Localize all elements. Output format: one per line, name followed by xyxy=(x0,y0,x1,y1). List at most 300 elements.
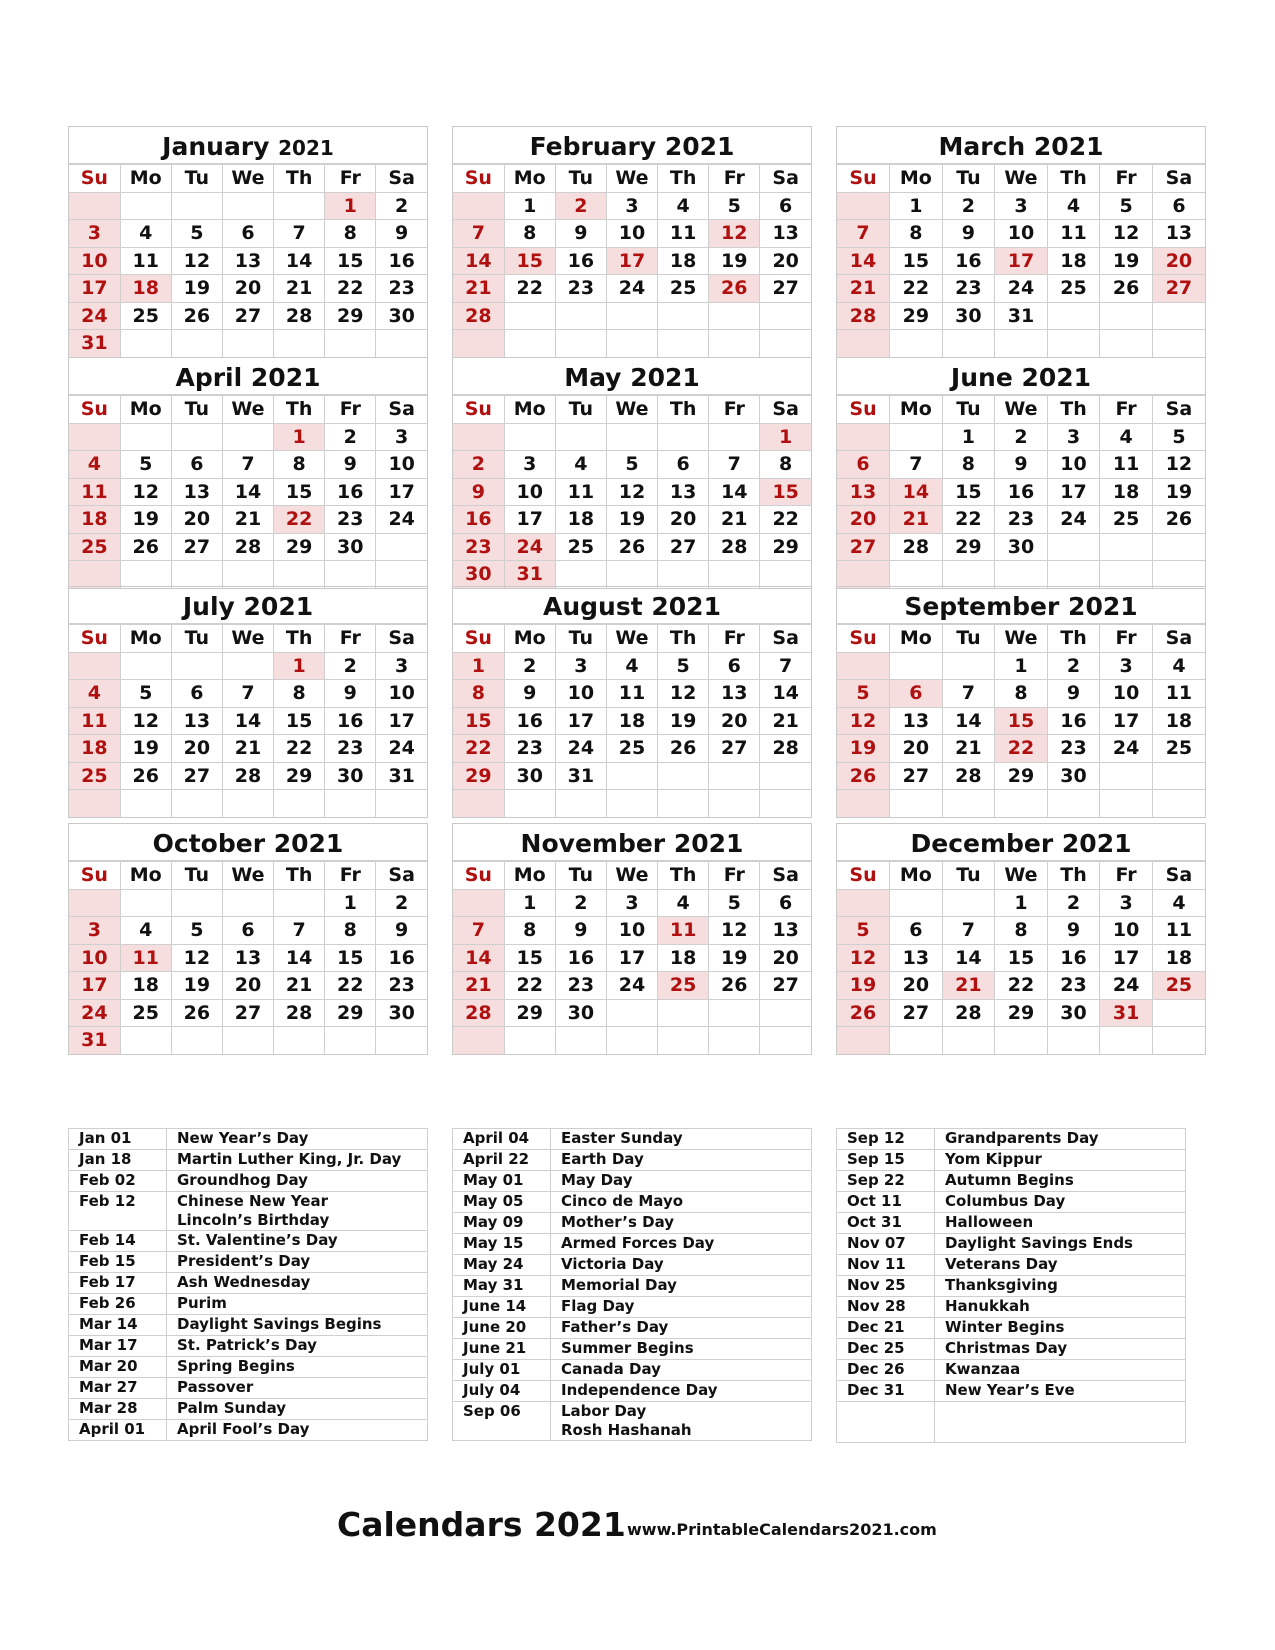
day-cell: 4 xyxy=(555,451,606,479)
month-december xyxy=(836,823,1206,1055)
weekday-header: Th xyxy=(1047,862,1100,890)
empty-day-cell xyxy=(606,561,657,588)
day-cell: 5 xyxy=(1152,423,1205,451)
day-cell: 23 xyxy=(555,275,606,303)
day-cell: 24 xyxy=(1100,972,1153,1000)
empty-day-cell xyxy=(709,330,760,357)
day-cell: 15 xyxy=(760,478,811,506)
holiday-row xyxy=(69,1231,428,1252)
day-cell: 27 xyxy=(760,275,811,303)
day-cell: 6 xyxy=(760,192,811,220)
holiday-name: St. Valentine’s Day xyxy=(167,1231,428,1252)
holiday-row xyxy=(69,1420,428,1441)
day-cell: 26 xyxy=(709,275,760,303)
day-cell: 24 xyxy=(69,999,120,1027)
empty-day-cell xyxy=(325,790,376,817)
day-cell: 1 xyxy=(325,889,376,917)
day-cell: 31 xyxy=(555,762,606,790)
empty-day-cell xyxy=(890,652,943,680)
day-cell: 16 xyxy=(942,247,995,275)
empty-day-cell xyxy=(760,330,811,357)
day-cell: 8 xyxy=(890,220,943,248)
day-cell: 10 xyxy=(69,944,120,972)
day-cell: 28 xyxy=(942,762,995,790)
day-cell: 13 xyxy=(171,707,222,735)
holiday-row xyxy=(453,1297,812,1318)
day-cell: 1 xyxy=(890,192,943,220)
month-year: 2021 xyxy=(273,829,344,858)
day-cell: 17 xyxy=(606,247,657,275)
empty-day-cell xyxy=(837,652,890,680)
holiday-date: June 20 xyxy=(453,1318,551,1339)
weekday-header: Sa xyxy=(376,625,427,653)
day-cell: 9 xyxy=(453,478,504,506)
empty-day-cell xyxy=(376,533,427,561)
day-cell: 19 xyxy=(1100,247,1153,275)
day-cell: 19 xyxy=(837,735,890,763)
weekday-header: We xyxy=(222,396,273,424)
month-year: 2021 xyxy=(664,132,735,161)
holiday-name: Autumn Begins xyxy=(935,1171,1186,1192)
day-cell: 24 xyxy=(995,275,1048,303)
day-cell: 4 xyxy=(1047,192,1100,220)
weekday-header: Tu xyxy=(942,165,995,193)
day-cell: 18 xyxy=(1047,247,1100,275)
empty-day-cell xyxy=(222,561,273,588)
empty-day-cell xyxy=(760,790,811,817)
day-cell: 8 xyxy=(274,680,325,708)
holiday-list-1 xyxy=(68,1128,428,1441)
weekday-header: Sa xyxy=(1152,165,1205,193)
weekday-header: Sa xyxy=(760,625,811,653)
day-cell: 25 xyxy=(120,999,171,1027)
day-cell: 31 xyxy=(504,561,555,588)
holiday-row xyxy=(837,1297,1186,1318)
day-cell: 27 xyxy=(760,972,811,1000)
day-cell: 31 xyxy=(1100,999,1153,1027)
day-cell: 28 xyxy=(274,302,325,330)
holiday-date: July 01 xyxy=(453,1360,551,1381)
month-name: April xyxy=(175,363,251,392)
day-cell: 3 xyxy=(69,220,120,248)
holiday-row xyxy=(837,1276,1186,1297)
holiday-row xyxy=(69,1273,428,1294)
day-cell: 19 xyxy=(606,506,657,534)
holiday-date: May 24 xyxy=(453,1255,551,1276)
day-cell: 27 xyxy=(171,533,222,561)
day-cell: 15 xyxy=(504,247,555,275)
weekday-header: Tu xyxy=(555,165,606,193)
day-cell: 16 xyxy=(453,506,504,534)
day-cell: 1 xyxy=(760,423,811,451)
day-cell: 26 xyxy=(606,533,657,561)
day-cell: 2 xyxy=(325,652,376,680)
weekday-header: Th xyxy=(1047,625,1100,653)
empty-day-cell xyxy=(222,790,273,817)
empty-day-cell xyxy=(555,561,606,588)
holiday-name: April Fool’s Day xyxy=(167,1420,428,1441)
weekday-header: Tu xyxy=(171,625,222,653)
month-name: October xyxy=(152,829,274,858)
day-cell: 7 xyxy=(222,451,273,479)
day-cell: 25 xyxy=(69,762,120,790)
day-cell: 9 xyxy=(1047,917,1100,945)
empty-day-cell xyxy=(69,423,120,451)
month-title xyxy=(453,587,811,624)
weekday-header: Tu xyxy=(942,396,995,424)
day-cell: 20 xyxy=(222,972,273,1000)
day-cell: 17 xyxy=(1100,944,1153,972)
empty-day-cell xyxy=(1152,762,1205,790)
day-cell: 25 xyxy=(606,735,657,763)
holiday-row xyxy=(837,1234,1186,1255)
day-cell: 15 xyxy=(504,944,555,972)
empty-day-cell xyxy=(453,330,504,357)
holiday-name: Halloween xyxy=(935,1213,1186,1234)
empty-day-cell xyxy=(171,330,222,357)
empty-day-cell xyxy=(274,1027,325,1054)
day-cell: 14 xyxy=(890,478,943,506)
day-cell: 3 xyxy=(1047,423,1100,451)
weekday-header: Sa xyxy=(760,165,811,193)
month-june xyxy=(836,357,1206,589)
day-cell: 23 xyxy=(376,275,427,303)
day-cell: 16 xyxy=(555,944,606,972)
holiday-row xyxy=(837,1360,1186,1381)
holiday-name: Easter Sunday xyxy=(551,1129,812,1150)
holiday-name: Martin Luther King, Jr. Day xyxy=(167,1150,428,1171)
empty-day-cell xyxy=(658,423,709,451)
empty-day-cell xyxy=(709,790,760,817)
day-cell: 7 xyxy=(274,220,325,248)
holiday-date: Oct 11 xyxy=(837,1192,935,1213)
day-cell: 26 xyxy=(1100,275,1153,303)
day-cell: 3 xyxy=(606,192,657,220)
weekday-header: Mo xyxy=(120,625,171,653)
empty-day-cell xyxy=(709,423,760,451)
day-cell: 10 xyxy=(376,451,427,479)
day-cell: 11 xyxy=(1100,451,1153,479)
day-cell: 20 xyxy=(890,972,943,1000)
month-september xyxy=(836,586,1206,818)
day-cell: 8 xyxy=(274,451,325,479)
day-cell: 12 xyxy=(120,478,171,506)
weekday-header: We xyxy=(222,862,273,890)
day-cell: 18 xyxy=(1152,707,1205,735)
weekday-header: Fr xyxy=(325,165,376,193)
empty-day-cell xyxy=(171,652,222,680)
day-cell: 4 xyxy=(120,917,171,945)
day-cell: 13 xyxy=(658,478,709,506)
holiday-date: Sep 22 xyxy=(837,1171,935,1192)
day-cell: 28 xyxy=(760,735,811,763)
day-cell: 26 xyxy=(120,533,171,561)
day-cell: 29 xyxy=(995,762,1048,790)
month-name: August xyxy=(543,592,652,621)
empty-day-cell xyxy=(837,889,890,917)
day-cell: 11 xyxy=(1152,680,1205,708)
day-cell: 12 xyxy=(1100,220,1153,248)
weekday-header: Fr xyxy=(325,862,376,890)
day-cell: 17 xyxy=(504,506,555,534)
day-cell: 12 xyxy=(837,944,890,972)
holiday-date: Nov 25 xyxy=(837,1276,935,1297)
holiday-date: April 01 xyxy=(69,1420,167,1441)
weekday-header: We xyxy=(222,625,273,653)
day-cell: 11 xyxy=(658,917,709,945)
weekday-header: Th xyxy=(274,396,325,424)
empty-day-cell xyxy=(222,1027,273,1054)
empty-day-cell xyxy=(171,790,222,817)
day-cell: 7 xyxy=(837,220,890,248)
day-cell: 4 xyxy=(69,451,120,479)
empty-day-cell xyxy=(120,192,171,220)
day-cell: 17 xyxy=(606,944,657,972)
weekday-header: Su xyxy=(837,862,890,890)
day-cell: 18 xyxy=(658,944,709,972)
day-cell: 13 xyxy=(222,247,273,275)
weekday-header: We xyxy=(995,625,1048,653)
day-cell: 6 xyxy=(171,451,222,479)
empty-day-cell xyxy=(274,330,325,357)
weekday-header: Mo xyxy=(504,396,555,424)
holiday-row xyxy=(837,1192,1186,1213)
day-cell: 9 xyxy=(995,451,1048,479)
empty-day-cell xyxy=(453,1027,504,1054)
day-cell: 20 xyxy=(890,735,943,763)
empty-day-cell xyxy=(453,192,504,220)
day-cell: 27 xyxy=(1152,275,1205,303)
empty-day-cell xyxy=(453,423,504,451)
holiday-list-2 xyxy=(452,1128,812,1441)
day-cell: 2 xyxy=(1047,652,1100,680)
weekday-header: Fr xyxy=(709,625,760,653)
holiday-date: Nov 28 xyxy=(837,1297,935,1318)
weekday-header: Fr xyxy=(709,396,760,424)
day-cell: 19 xyxy=(120,735,171,763)
empty-day-cell xyxy=(222,423,273,451)
day-cell: 10 xyxy=(69,247,120,275)
holiday-row xyxy=(837,1381,1186,1402)
holiday-name: Veterans Day xyxy=(935,1255,1186,1276)
day-cell: 13 xyxy=(222,944,273,972)
day-cell: 29 xyxy=(504,999,555,1027)
day-cell: 11 xyxy=(120,944,171,972)
day-cell: 4 xyxy=(1100,423,1153,451)
empty-day-cell xyxy=(1047,533,1100,561)
day-cell: 20 xyxy=(837,506,890,534)
weekday-header: Sa xyxy=(1152,396,1205,424)
day-cell: 20 xyxy=(709,707,760,735)
day-cell: 1 xyxy=(942,423,995,451)
day-cell: 12 xyxy=(709,917,760,945)
holiday-row xyxy=(837,1213,1186,1234)
day-cell: 23 xyxy=(453,533,504,561)
holiday-row xyxy=(453,1129,812,1150)
day-cell: 11 xyxy=(120,247,171,275)
month-title xyxy=(69,587,427,624)
day-cell: 24 xyxy=(606,972,657,1000)
empty-day-cell xyxy=(1047,561,1100,588)
day-cell: 25 xyxy=(1100,506,1153,534)
empty-day-cell xyxy=(942,561,995,588)
day-cell: 15 xyxy=(274,478,325,506)
holiday-date: Mar 14 xyxy=(69,1315,167,1336)
day-cell: 23 xyxy=(995,506,1048,534)
empty-day-cell xyxy=(274,192,325,220)
day-cell: 27 xyxy=(222,999,273,1027)
holiday-name: Daylight Savings Ends xyxy=(935,1234,1186,1255)
day-cell: 14 xyxy=(274,247,325,275)
day-cell: 10 xyxy=(606,220,657,248)
month-february xyxy=(452,126,812,358)
day-cell: 3 xyxy=(995,192,1048,220)
holiday-date: Dec 25 xyxy=(837,1339,935,1360)
day-cell: 12 xyxy=(709,220,760,248)
weekday-header: Mo xyxy=(504,862,555,890)
day-cell: 12 xyxy=(1152,451,1205,479)
empty-day-cell xyxy=(890,330,943,357)
weekday-header: Th xyxy=(274,165,325,193)
holiday-name: Labor Day Rosh Hashanah xyxy=(551,1402,812,1441)
day-cell: 8 xyxy=(504,220,555,248)
holiday-name: President’s Day xyxy=(167,1252,428,1273)
holiday-date: Dec 31 xyxy=(837,1381,935,1402)
holiday-list-3 xyxy=(836,1128,1186,1443)
day-cell: 20 xyxy=(1152,247,1205,275)
day-cell: 28 xyxy=(453,302,504,330)
day-cell: 6 xyxy=(760,889,811,917)
day-cell: 26 xyxy=(709,972,760,1000)
holiday-name: Thanksgiving xyxy=(935,1276,1186,1297)
weekday-header: Th xyxy=(274,625,325,653)
day-cell: 18 xyxy=(69,735,120,763)
day-cell: 12 xyxy=(120,707,171,735)
day-cell: 21 xyxy=(453,972,504,1000)
day-cell: 26 xyxy=(837,762,890,790)
month-name: May xyxy=(564,363,631,392)
day-cell: 6 xyxy=(222,917,273,945)
day-cell: 14 xyxy=(709,478,760,506)
day-cell: 26 xyxy=(171,302,222,330)
day-cell: 28 xyxy=(837,302,890,330)
day-cell: 5 xyxy=(709,192,760,220)
day-cell: 13 xyxy=(760,220,811,248)
day-cell: 21 xyxy=(942,972,995,1000)
day-cell: 18 xyxy=(555,506,606,534)
day-cell: 23 xyxy=(325,735,376,763)
day-cell: 3 xyxy=(504,451,555,479)
holiday-row xyxy=(69,1378,428,1399)
day-cell: 20 xyxy=(222,275,273,303)
holiday-date: April 22 xyxy=(453,1150,551,1171)
day-cell: 2 xyxy=(555,192,606,220)
weekday-header: Th xyxy=(274,862,325,890)
day-cell: 18 xyxy=(606,707,657,735)
day-cell: 4 xyxy=(606,652,657,680)
day-cell: 31 xyxy=(69,330,120,357)
day-cell: 10 xyxy=(376,680,427,708)
day-cell: 13 xyxy=(837,478,890,506)
day-cell: 13 xyxy=(890,707,943,735)
day-cell: 31 xyxy=(376,762,427,790)
holiday-date: May 01 xyxy=(453,1171,551,1192)
day-cell: 22 xyxy=(325,972,376,1000)
weekday-header: Th xyxy=(658,625,709,653)
day-cell: 7 xyxy=(274,917,325,945)
day-cell: 24 xyxy=(504,533,555,561)
weekday-header: Su xyxy=(69,396,120,424)
day-cell: 29 xyxy=(760,533,811,561)
empty-day-cell xyxy=(69,790,120,817)
holiday-date: Mar 28 xyxy=(69,1399,167,1420)
day-cell: 28 xyxy=(222,762,273,790)
empty-day-cell xyxy=(606,999,657,1027)
holiday-row xyxy=(69,1171,428,1192)
weekday-header: Sa xyxy=(376,165,427,193)
empty-day-cell xyxy=(222,889,273,917)
holiday-name: New Year’s Day xyxy=(167,1129,428,1150)
empty-day-cell xyxy=(942,1027,995,1054)
empty-day-cell xyxy=(222,652,273,680)
day-cell: 10 xyxy=(1047,451,1100,479)
empty-day-cell xyxy=(171,192,222,220)
empty-day-cell xyxy=(890,1027,943,1054)
day-cell: 5 xyxy=(837,917,890,945)
weekday-header: Su xyxy=(837,165,890,193)
month-november xyxy=(452,823,812,1055)
day-cell: 28 xyxy=(942,999,995,1027)
weekday-header: We xyxy=(995,165,1048,193)
day-cell: 18 xyxy=(69,506,120,534)
day-cell: 25 xyxy=(658,275,709,303)
day-cell: 25 xyxy=(1152,972,1205,1000)
day-cell: 22 xyxy=(504,275,555,303)
empty-day-cell xyxy=(1152,1027,1205,1054)
day-cell: 5 xyxy=(171,917,222,945)
month-year: 2021 xyxy=(1061,829,1132,858)
day-cell: 16 xyxy=(555,247,606,275)
empty-day-cell xyxy=(1100,762,1153,790)
day-cell: 27 xyxy=(222,302,273,330)
day-cell: 7 xyxy=(942,917,995,945)
weekday-header: Su xyxy=(837,625,890,653)
holiday-date: Jan 01 xyxy=(69,1129,167,1150)
day-cell: 15 xyxy=(890,247,943,275)
weekday-header: Su xyxy=(453,165,504,193)
day-cell: 2 xyxy=(376,889,427,917)
day-cell: 19 xyxy=(171,275,222,303)
day-cell: 10 xyxy=(1100,680,1153,708)
empty-day-cell xyxy=(658,762,709,790)
holiday-row xyxy=(69,1129,428,1150)
day-cell: 6 xyxy=(1152,192,1205,220)
empty-day-cell xyxy=(325,1027,376,1054)
month-name: July xyxy=(182,592,244,621)
day-cell: 19 xyxy=(837,972,890,1000)
day-cell: 20 xyxy=(658,506,709,534)
day-cell: 30 xyxy=(504,762,555,790)
month-year: 2021 xyxy=(673,829,744,858)
holiday-row xyxy=(453,1318,812,1339)
empty-day-cell xyxy=(709,762,760,790)
day-cell: 11 xyxy=(658,220,709,248)
empty-day-cell xyxy=(555,302,606,330)
day-cell: 27 xyxy=(890,762,943,790)
holiday-name: Spring Begins xyxy=(167,1357,428,1378)
day-cell: 11 xyxy=(1047,220,1100,248)
day-cell: 12 xyxy=(171,944,222,972)
